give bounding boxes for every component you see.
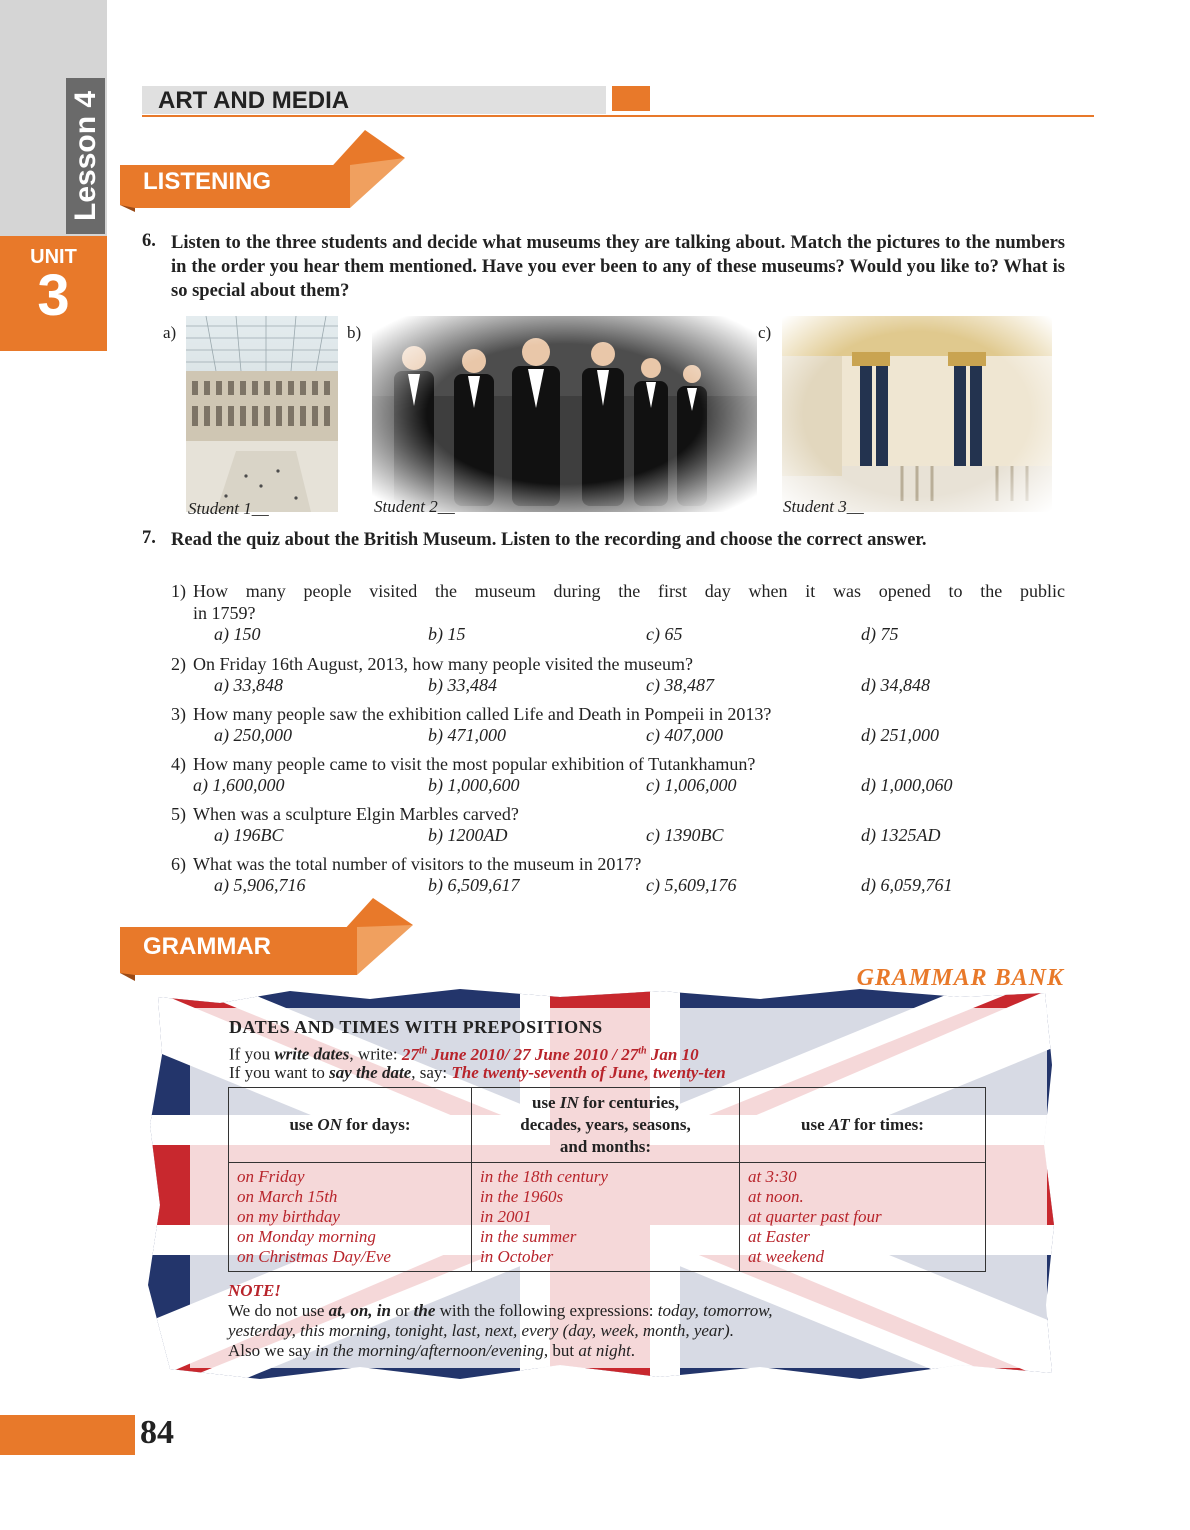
question-text: How many people saw the exhibition called Life and Death in Pompeii in 2013? [193, 704, 772, 724]
at-examples-cell [740, 1163, 986, 1272]
note-label: NOTE! [228, 1281, 281, 1300]
question-text-continued: in 1759? [193, 603, 256, 623]
on-example: on my birthday [237, 1207, 340, 1226]
at-example: at 3:30 [748, 1167, 797, 1186]
on-examples-cell [229, 1163, 472, 1272]
at-example: at quarter past four [748, 1207, 882, 1226]
photo-a-letter: a) [163, 323, 177, 342]
question-text: How many people visited the museum during the first day when it was opened to the public [193, 581, 1065, 601]
unit-word: UNIT [30, 246, 77, 268]
answer-option: c) 407,000 [646, 725, 723, 745]
prepositions-table [228, 1087, 986, 1272]
at-example: at Easter [748, 1227, 810, 1246]
question-text: How many people came to visit the most popular exhibition of Tutankhamun? [193, 754, 756, 774]
on-example: on Monday morning [237, 1227, 376, 1246]
question-text: When was a sculpture Elgin Marbles carved? [193, 804, 519, 824]
question-number: 2) [171, 654, 186, 674]
grammar-heading: GRAMMAR [143, 933, 271, 960]
answer-option: b) 1,000,600 [428, 775, 520, 795]
answer-option: b) 33,484 [428, 675, 497, 695]
question-number: 5) [171, 804, 186, 824]
photo-c-caption: Student 3__ [783, 497, 864, 516]
at-example: at weekend [748, 1247, 824, 1266]
louvre-photo [186, 316, 338, 512]
answer-option: a) 196BC [214, 825, 284, 845]
answer-option: d) 251,000 [861, 725, 939, 745]
note-line-1: We do not use at, on, in or the with the following expressions: today, tomorrow, [228, 1301, 773, 1320]
table-header-row [229, 1088, 986, 1163]
photo-c-letter: c) [758, 323, 772, 342]
answer-option: c) 1,006,000 [646, 775, 737, 795]
answer-option: a) 5,906,716 [214, 875, 306, 895]
column-header-in: use IN for centuries, decades, years, seasons, and months: [472, 1088, 740, 1163]
question-text: What was the total number of visitors to the museum in 2017? [193, 854, 642, 874]
on-example: on March 15th [237, 1187, 338, 1206]
answer-option: d) 6,059,761 [861, 875, 953, 895]
in-example: in the 18th century [480, 1167, 608, 1186]
exercise-6-number: 6. [142, 231, 156, 251]
in-example: in 2001 [480, 1207, 532, 1226]
in-example: in the summer [480, 1227, 577, 1246]
answer-option: c) 1390BC [646, 825, 724, 845]
page-number-strip [0, 1415, 135, 1455]
header-rule [142, 115, 1094, 117]
say-date-line: If you want to say the date, say: The twenty-seventh of June, twenty-ten [229, 1063, 726, 1082]
lesson-label: Lesson 4 [69, 90, 102, 222]
answer-option: b) 1200AD [428, 825, 508, 845]
grammar-bank-heading: DATES AND TIMES WITH PREPOSITIONS [229, 1017, 603, 1037]
question-number: 4) [171, 754, 186, 774]
answer-option: a) 1,600,000 [193, 775, 285, 795]
photo-a-caption: Student 1__ [188, 499, 269, 518]
listening-heading: LISTENING [143, 168, 272, 195]
page-number: 84 [140, 1414, 174, 1451]
in-example: in October [480, 1247, 554, 1266]
in-example: in the 1960s [480, 1187, 564, 1206]
answer-option: c) 5,609,176 [646, 875, 737, 895]
exercise-6-text: Listen to the three students and decide what museums they are talking about. Match the pictures to the numbers in the order you hear them mentioned. Have you ever been to any of these museums? Would you like to? What is so special about them? [171, 233, 1065, 301]
in-examples-cell [472, 1163, 740, 1272]
column-header-on: use ON for days: [229, 1088, 472, 1163]
on-example: on Christmas Day/Eve [237, 1247, 391, 1266]
answer-option: a) 33,848 [214, 675, 283, 695]
answer-option: b) 471,000 [428, 725, 506, 745]
question-number: 6) [171, 854, 186, 874]
question-text: On Friday 16th August, 2013, how many people visited the museum? [193, 654, 693, 674]
answer-option: b) 6,509,617 [428, 875, 520, 895]
write-dates-line: If you write dates, write: 27th June 2010/ 27 June 2010 / 27th Jan 10 [229, 1044, 699, 1064]
answer-option: b) 15 [428, 624, 466, 644]
answer-option: a) 250,000 [214, 725, 292, 745]
answer-option: c) 38,487 [646, 675, 714, 695]
at-example: at noon. [748, 1187, 804, 1206]
unit-number: 3 [37, 263, 70, 328]
grammar-bank-title: GRAMMAR BANK [856, 965, 1064, 991]
question-number: 1) [171, 581, 186, 601]
answer-option: c) 65 [646, 624, 683, 644]
photo-b-caption: Student 2__ [374, 497, 455, 516]
question-number: 3) [171, 704, 186, 724]
note-line-2: yesterday, this morning, tonight, last, next, every (day, week, month, year). [228, 1321, 734, 1340]
note-line-3: Also we say in the morning/afternoon/evening, but at night. [228, 1341, 636, 1360]
exercise-7-text: Read the quiz about the British Museum. Listen to the recording and choose the correct answer. [171, 530, 927, 550]
header-accent-square [612, 86, 650, 111]
answer-option: d) 1325AD [861, 825, 941, 845]
exercise-7-number: 7. [142, 528, 156, 548]
hermitage-photo [782, 316, 1052, 512]
column-header-at: use AT for times: [740, 1088, 986, 1163]
page-title: ART AND MEDIA [158, 87, 350, 114]
answer-option: a) 150 [214, 624, 261, 644]
wax-figures-photo [372, 316, 757, 512]
answer-option: d) 75 [861, 624, 899, 644]
answer-option: d) 34,848 [861, 675, 930, 695]
photo-b-letter: b) [347, 323, 362, 342]
table-row [229, 1163, 986, 1272]
answer-option: d) 1,000,060 [861, 775, 953, 795]
on-example: on Friday [237, 1167, 305, 1186]
